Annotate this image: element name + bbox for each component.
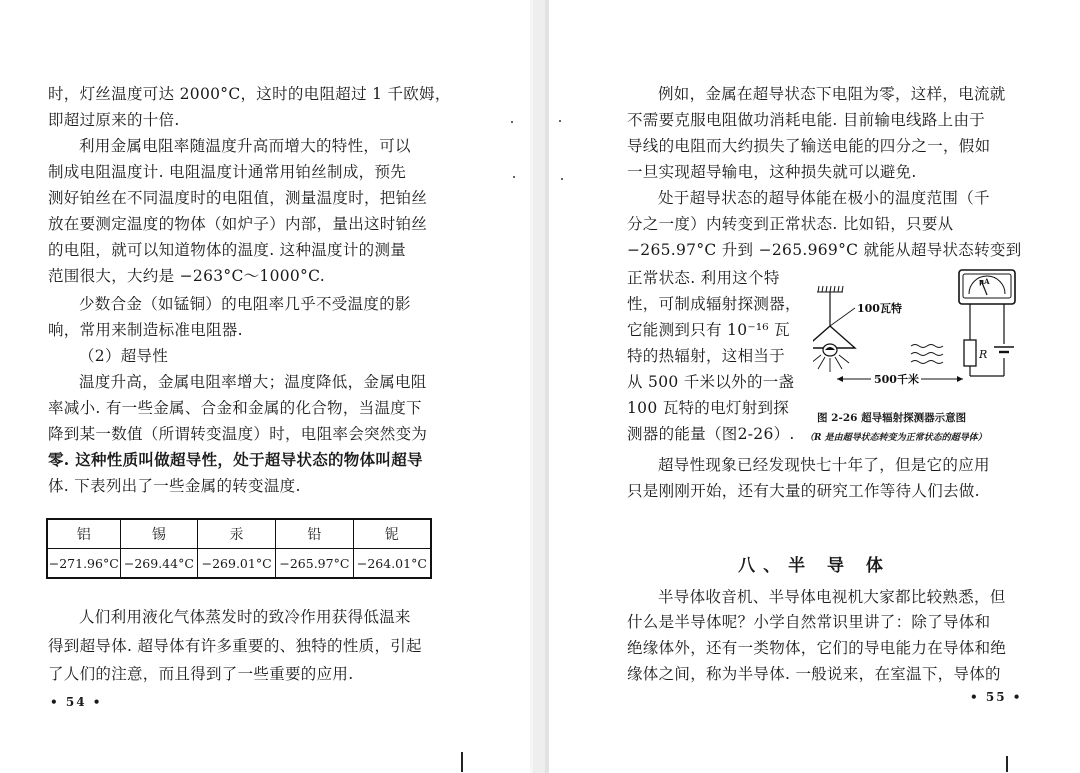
text-line: 从 500 千米以外的一盏 (627, 373, 795, 391)
gutter-highlight (530, 0, 533, 773)
scan-mark (1006, 756, 1008, 772)
left-page (0, 0, 530, 773)
table-cell: −265.97°C (276, 549, 354, 579)
text-line: 制成电阻温度计. 电阻温度计通常用铂丝制成，预先 (48, 163, 407, 181)
text-line: 降到某一数值（所谓转变温度）时，电阻率会突然变为 (48, 425, 428, 443)
figure-caption-note: （R 是由超导状态转变为正常状态的超导体） (805, 433, 987, 443)
table-cell: −269.44°C (120, 549, 198, 579)
table-header-cell: 铅 (276, 519, 354, 549)
radiation-detector-diagram (813, 268, 1018, 398)
battery-icon (994, 347, 1014, 352)
lamp-power-label: 100瓦特 (857, 302, 902, 315)
table-header-cell: 锡 (120, 519, 198, 549)
distance-label: 500千米 (874, 373, 919, 386)
text-line: 率减小. 有一些金属、合金和金属的化合物，当温度下 (48, 399, 422, 417)
text-line: 时，灯丝温度可达 2000°C，这时的电阻超过 1 千欧姆， (48, 85, 451, 103)
meter-unit-label: μA (979, 277, 990, 286)
scan-speck (513, 176, 515, 178)
resistor-label: R (979, 348, 988, 361)
scan-speck (559, 120, 561, 122)
subsection-title: （2）超导性 (79, 347, 169, 365)
text-line: 正常状态. 利用这个特 (627, 269, 780, 287)
transition-temperature-table (46, 518, 432, 579)
figure-caption: 图 2-26 超导辐射探测器示意图 (817, 412, 967, 424)
text-line: 一旦实现超导输电，这种损失就可以避免. (627, 163, 917, 181)
text-line: 零. 这种性质叫做超导性，处于超导状态的物体叫超导 (48, 450, 423, 469)
text-line: 绝缘体外，还有一类物体，它们的导电能力在导体和绝 (627, 639, 1007, 657)
text-line: 导线的电阻而大约损失了输送电能的四分之一，假如 (627, 137, 991, 155)
text-line: 测好铂丝在不同温度时的电阻值，测量温度时，把铂丝 (48, 189, 428, 207)
scan-mark (461, 752, 463, 772)
text-line: 半导体收音机、半导体电视机大家都比较熟悉，但 (658, 588, 1006, 606)
text-line: 利用金属电阻率随温度升高而增大的特性，可以 (79, 137, 411, 155)
text-line: 性，可制成辐射探测器， (627, 295, 801, 313)
text-line: 处于超导状态的超导体能在极小的温度范围（千 (658, 189, 990, 207)
table-cell: −264.01°C (353, 549, 431, 579)
text-line: 特的热辐射，这相当于 (627, 347, 786, 365)
text-line: 分之一度）内转变到正常状态. 比如铅，只要从 (627, 215, 954, 233)
text-line: 温度升高，金属电阻率增大；温度降低，金属电阻 (79, 373, 427, 391)
microammeter-icon (959, 270, 1015, 304)
page-number: • 54 • (50, 695, 103, 709)
book-gutter (530, 0, 549, 773)
page-number: • 55 • (970, 690, 1023, 704)
text-line: 它能测到只有 10⁻¹⁶ 瓦 (627, 321, 790, 339)
right-page (549, 0, 1080, 773)
text-line: 缘体之间，称为半导体. 一般说来，在室温下，导体的 (627, 665, 1001, 683)
text-line: 的电阻，就可以知道物体的温度. 这种温度计的测量 (48, 241, 407, 259)
superconductor-resistor (964, 340, 976, 366)
text-line: 响，常用来制造标准电阻器. (48, 321, 243, 339)
text-line: 100 瓦特的电灯射到探 (627, 399, 790, 417)
text-line: 体. 下表列出了一些金属的转变温度. (48, 477, 301, 495)
label-leader (830, 308, 855, 326)
table-row (47, 549, 431, 579)
light-rays (813, 355, 849, 372)
text-line: 放在要测定温度的物体（如炉子）内部，量出这时铂丝 (48, 215, 428, 233)
text-line: 例如，金属在超导状态下电阻为零，这样，电流就 (658, 85, 1006, 103)
table-header-cell: 铝 (47, 519, 120, 549)
scan-speck (561, 178, 563, 180)
table-cell: −271.96°C (47, 549, 120, 579)
text-line: 得到超导体. 超导体有许多重要的、独特的性质，引起 (48, 637, 422, 655)
text-line: 人们利用液化气体蒸发时的致冷作用获得低温来 (79, 608, 411, 626)
table-header-row (47, 519, 431, 549)
ceiling-hatch (817, 286, 843, 292)
text-line: 只是刚刚开始，还有大量的研究工作等待人们去做. (627, 482, 980, 500)
table-header-cell: 铌 (353, 519, 431, 549)
text-line: −265.97°C 升到 −265.969°C 就能从超导状态转变到 (627, 241, 1022, 259)
heat-wave-lines (911, 345, 943, 364)
scan-speck (511, 121, 513, 123)
table-header-cell: 汞 (198, 519, 276, 549)
text-line: 超导性现象已经发现快七十年了，但是它的应用 (658, 456, 990, 474)
text-line: 什么是半导体呢？小学自然常识里讲了：除了导体和 (627, 613, 991, 631)
text-line: 即超过原来的十倍. (48, 111, 180, 129)
section-heading: 八、半 导 体 (738, 556, 891, 576)
text-line: 范围很大，大约是 −263°C～1000°C. (48, 267, 325, 285)
text-line: 不需要克服电阻做功消耗电能. 目前输电线路上由于 (627, 111, 986, 129)
text-line: 测器的能量（图2-26）. (627, 425, 795, 443)
text-line: 了人们的注意，而且得到了一些重要的应用. (48, 665, 354, 683)
table-cell: −269.01°C (198, 549, 276, 579)
text-line: 少数合金（如锰铜）的电阻率几乎不受温度的影 (79, 295, 411, 313)
